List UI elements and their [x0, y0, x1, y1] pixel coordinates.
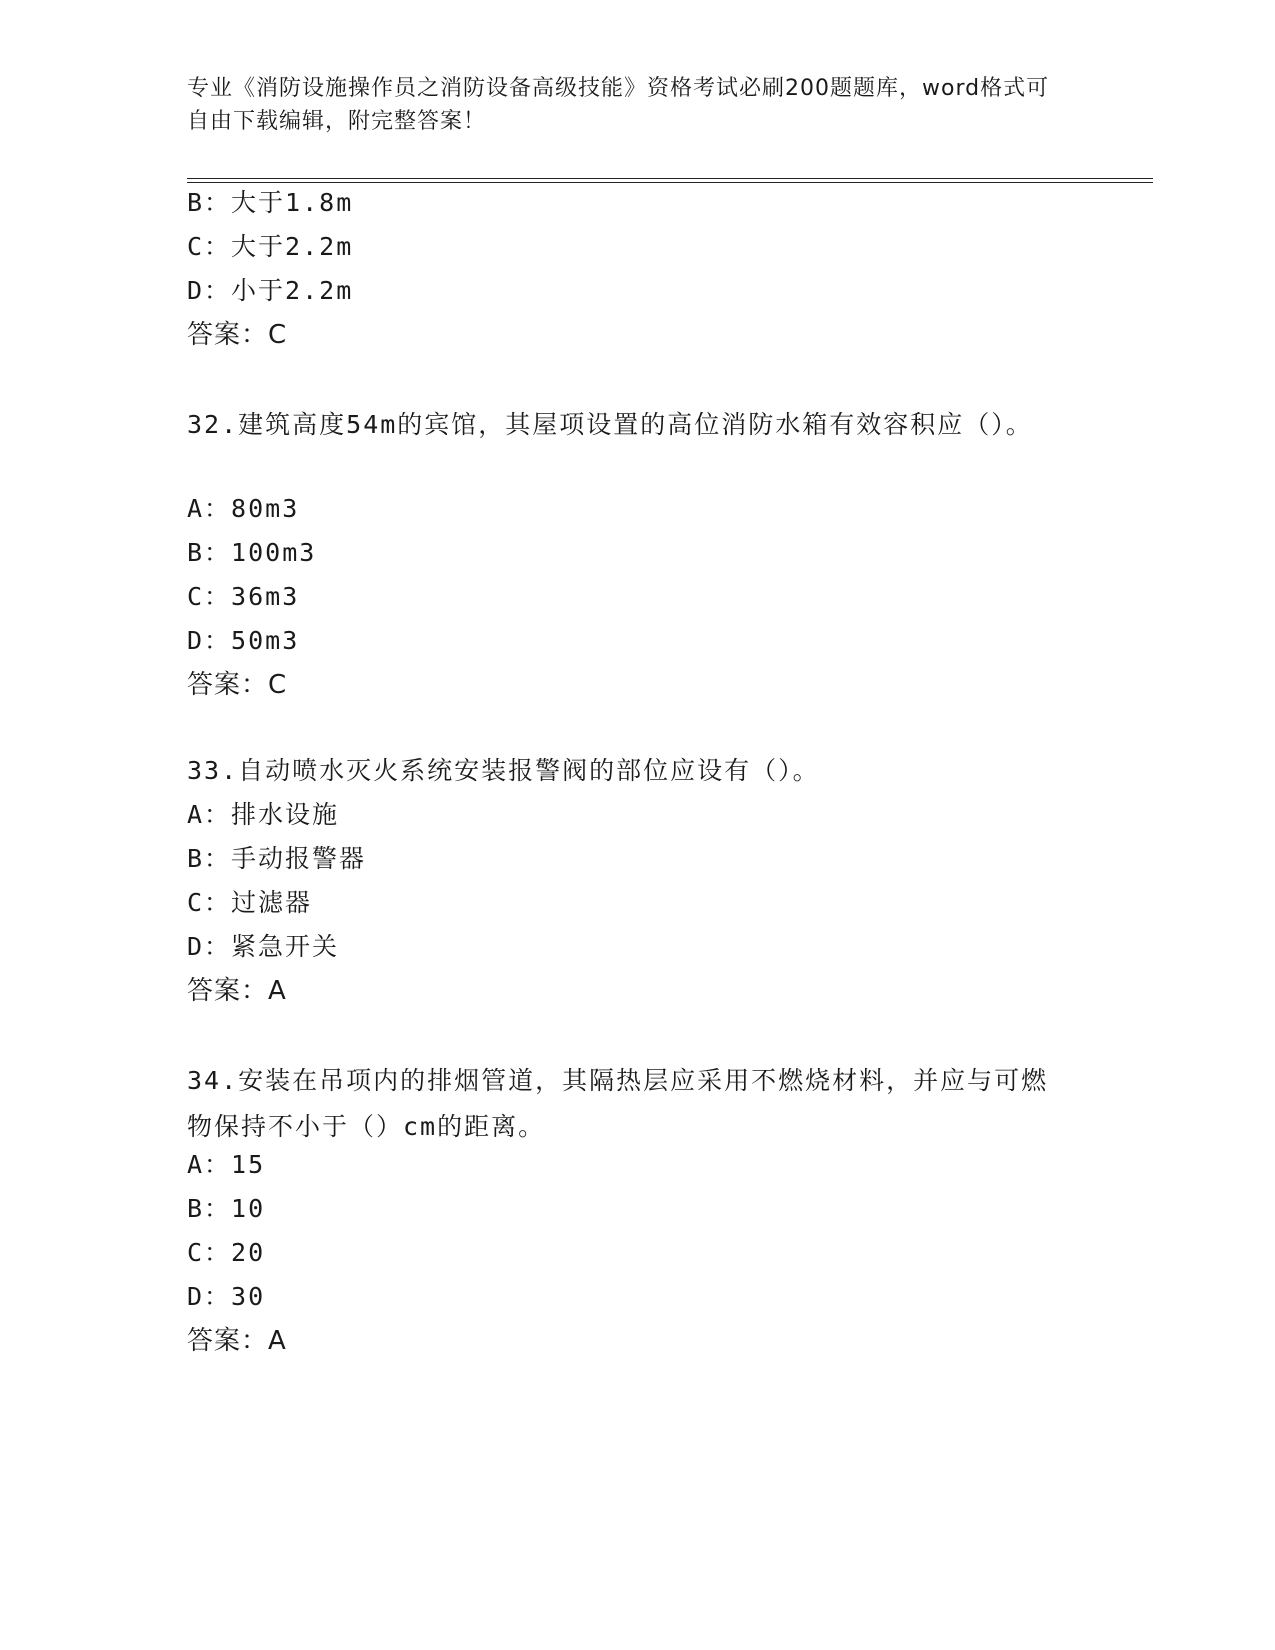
q31-option-d: D：小于2.2m [187, 276, 354, 305]
q33-option-b: B：手动报警器 [187, 844, 367, 873]
q32-option-c: C：36m3 [187, 582, 300, 611]
q34-answer: 答案：A [187, 1326, 287, 1356]
q34-option-c: C：20 [187, 1238, 266, 1267]
q33-option-c: C：过滤器 [187, 888, 313, 917]
q32-option-a: A：80m3 [187, 494, 300, 523]
q34-option-d: D：30 [187, 1282, 266, 1311]
q31-option-b: B：大于1.8m [187, 188, 354, 217]
header-rule-top [187, 178, 1153, 179]
q34-option-b: B：10 [187, 1194, 266, 1223]
q32-answer: 答案：C [187, 670, 288, 700]
q32-question: 32.建筑高度54m的宾馆，其屋项设置的高位消防水箱有效容积应（）。 [187, 410, 1033, 439]
q32-option-b: B：100m3 [187, 538, 317, 567]
document-header: 专业《消防设施操作员之消防设备高级技能》资格考试必刷200题题库，word格式可自由下载编辑，附完整答案！ [187, 76, 1050, 134]
q32-option-d: D：50m3 [187, 626, 300, 655]
q33-option-a: A：排水设施 [187, 800, 340, 829]
q33-option-d: D：紧急开关 [187, 932, 340, 961]
q34-option-a: A：15 [187, 1150, 266, 1179]
q33-question: 33.自动喷水灭火系统安装报警阀的部位应设有（）。 [187, 756, 820, 785]
q34-question: 34.安装在吊项内的排烟管道，其隔热层应采用不燃烧材料，并应与可燃物保持不小于（）cm的距离。 [187, 1066, 1049, 1141]
q31-answer: 答案：C [187, 320, 288, 350]
q31-option-c: C：大于2.2m [187, 232, 354, 261]
q33-answer: 答案：A [187, 976, 287, 1006]
header-rule-bottom [187, 182, 1153, 183]
